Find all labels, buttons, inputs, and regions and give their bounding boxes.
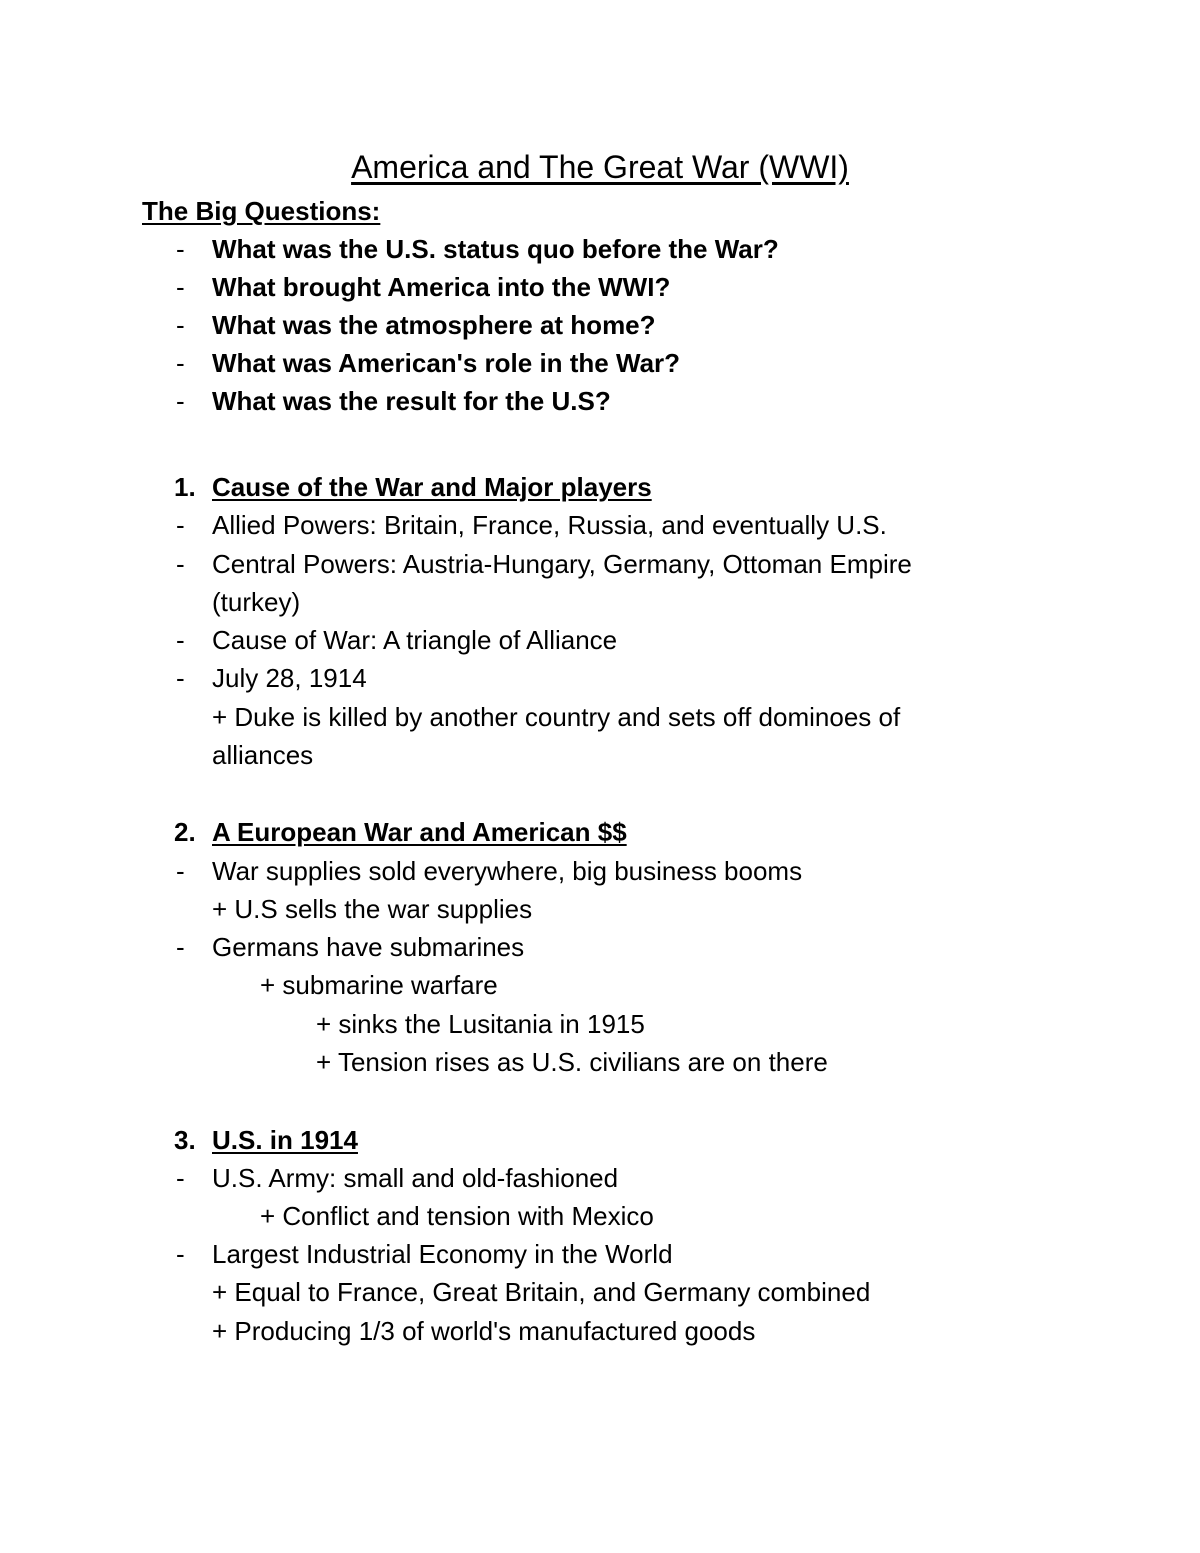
bullet-dash: - — [176, 856, 185, 886]
bullet-dash: - — [176, 663, 185, 693]
list-item: Largest Industrial Economy in the World — [212, 1239, 673, 1269]
sub-sub-item: + sinks the Lusitania in 1915 — [316, 1009, 645, 1039]
list-item-continuation: (turkey) — [212, 587, 301, 617]
sub-item: + U.S sells the war supplies — [212, 894, 533, 924]
sub-item-continuation: alliances — [212, 740, 314, 770]
bullet-dash: - — [176, 234, 185, 264]
list-item: Allied Powers: Britain, France, Russia, and eventually U.S. — [212, 510, 887, 540]
list-item: Germans have submarines — [212, 932, 525, 962]
big-questions-heading: The Big Questions: — [142, 196, 381, 226]
question-item: What was the atmosphere at home? — [212, 310, 656, 340]
bullet-dash: - — [176, 625, 185, 655]
section-number: 1. — [174, 472, 196, 502]
bullet-dash: - — [176, 272, 185, 302]
question-item: What was the U.S. status quo before the War? — [212, 234, 779, 264]
section-heading: A European War and American $$ — [212, 817, 627, 847]
bullet-dash: - — [176, 386, 185, 416]
bullet-dash: - — [176, 310, 185, 340]
section-heading: U.S. in 1914 — [212, 1125, 358, 1155]
sub-item: + Producing 1/3 of world's manufactured goods — [212, 1316, 756, 1346]
bullet-dash: - — [176, 549, 185, 579]
section-number: 2. — [174, 817, 196, 847]
bullet-dash: - — [176, 1239, 185, 1269]
question-item: What was American's role in the War? — [212, 348, 681, 378]
document-title: America and The Great War (WWI) — [351, 149, 849, 185]
question-item: What brought America into the WWI? — [212, 272, 671, 302]
list-item: U.S. Army: small and old-fashioned — [212, 1163, 619, 1193]
sub-sub-item: + Tension rises as U.S. civilians are on there — [316, 1047, 828, 1077]
bullet-dash: - — [176, 932, 185, 962]
question-item: What was the result for the U.S? — [212, 386, 611, 416]
list-item: War supplies sold everywhere, big business booms — [212, 856, 803, 886]
list-item: Central Powers: Austria-Hungary, Germany, Ottoman Empire — [212, 549, 912, 579]
bullet-dash: - — [176, 348, 185, 378]
bullet-dash: - — [176, 510, 185, 540]
sub-item: + Conflict and tension with Mexico — [260, 1201, 654, 1231]
sub-item: + submarine warfare — [260, 970, 498, 1000]
section-heading: Cause of the War and Major players — [212, 472, 652, 502]
bullet-dash: - — [176, 1163, 185, 1193]
list-item: July 28, 1914 — [212, 663, 367, 693]
section-number: 3. — [174, 1125, 196, 1155]
list-item: Cause of War: A triangle of Alliance — [212, 625, 618, 655]
sub-item: + Duke is killed by another country and sets off dominoes of — [212, 702, 901, 732]
sub-item: + Equal to France, Great Britain, and Germany combined — [212, 1277, 871, 1307]
